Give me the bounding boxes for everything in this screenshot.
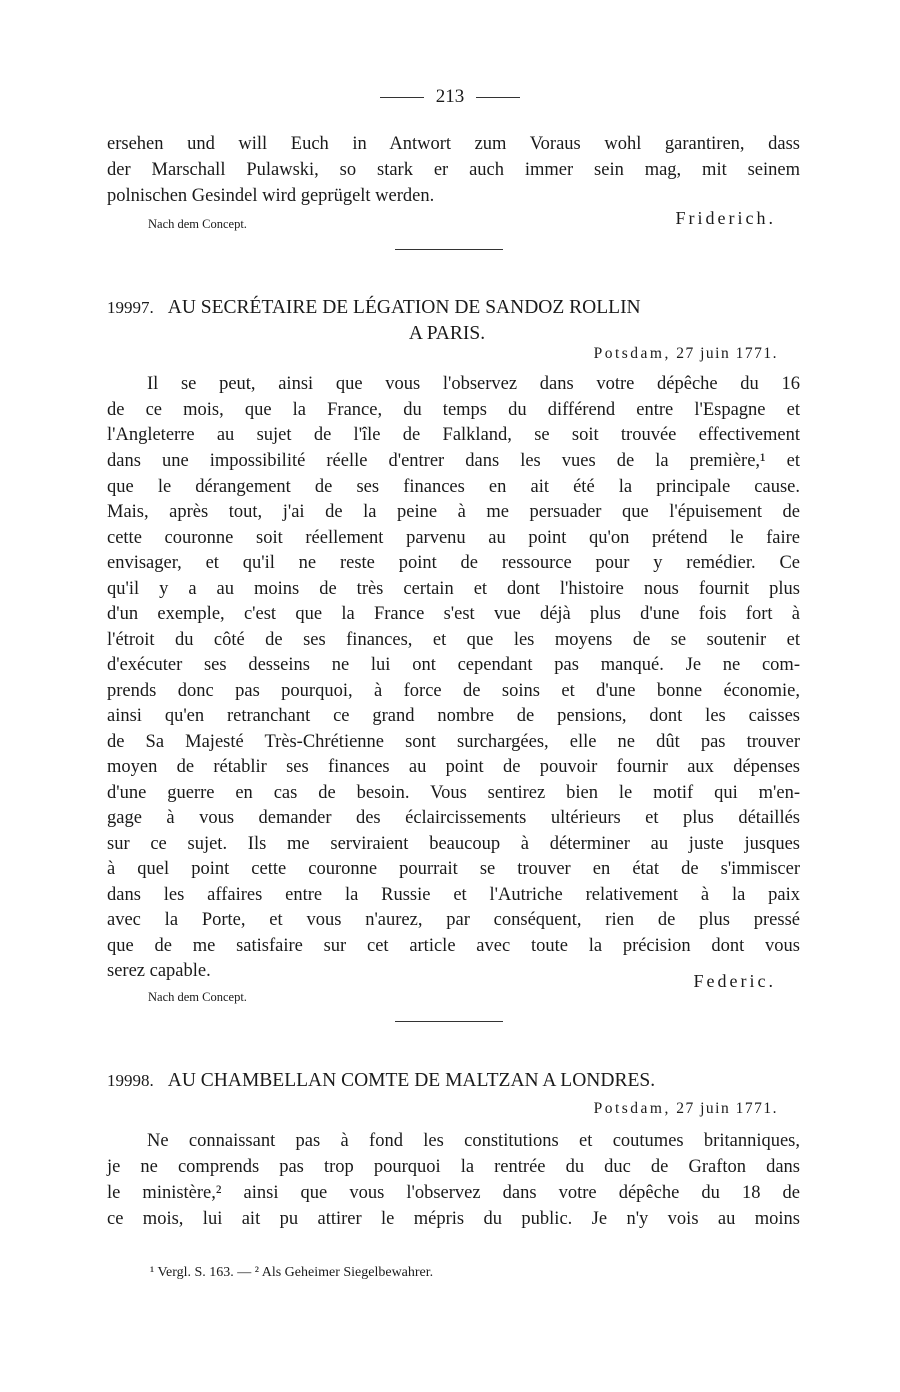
text-line: que le dérangement de ses finances en ait été la principale cause. [107,477,800,497]
section-divider [395,249,503,250]
text-line: der Marschall Pulawski, so stark er auch immer sein mag, mit seinem [107,160,800,180]
text-line: de Sa Majesté Très-Chrétienne sont surchargées, elle ne dût pas trouver [107,732,800,752]
letter-heading [107,295,800,321]
text-line: d'exécuter ses desseins ne lui ont cependant pas manqué. Je ne com- [107,655,800,675]
page-number-dash-left [380,97,424,98]
signature: Federic. [693,971,776,991]
text-line: qu'il y a au moins de très certain et dont l'histoire nous fournit plus [107,579,800,599]
section-divider [395,1021,503,1022]
text-line: ainsi qu'en retranchant ce grand nombre de pensions, dont les caisses [107,706,800,726]
letter-number: 19997. [107,298,154,317]
text-line: polnischen Gesindel wird geprügelt werden. [107,186,435,206]
source-note: Nach dem Concept. [148,217,247,231]
page-number: 213 [0,86,900,108]
text-line: que de me satisfaire sur cet article avec toute la précision dont vous [107,936,800,956]
letter-addressee: AU CHAMBELLAN COMTE DE MALTZAN A LONDRES. [167,1070,656,1091]
text-line: dans les affaires entre la Russie et l'Autriche relativement à la paix [107,885,800,905]
text-line: moyen de rétablir ses finances au point de pouvoir fournir aux dépenses [107,757,800,777]
text-line: ce mois, lui ait pu attirer le mépris du public. Je n'y vois au moins [107,1209,800,1229]
text-line: gage à vous demander des éclaircissements ultérieurs et plus détaillés [107,808,800,828]
text-line: je ne comprends pas trop pourquoi la rentrée du duc de Grafton dans [107,1157,800,1177]
letter-addressee: AU SECRÉTAIRE DE LÉGATION DE SANDOZ ROLLIN [167,297,641,318]
page-number-dash-right [476,97,520,98]
text-line: à quel point cette couronne pourrait se trouver en état de s'immiscer [107,859,800,879]
text-line: Mais, après tout, j'ai de la peine à me persuader que l'épuisement de [107,502,800,522]
text-line: Il se peut, ainsi que vous l'observez dans votre dépêche du 16 [147,374,800,394]
text-line: de ce mois, que la France, du temps du différend entre l'Espagne et [107,400,800,420]
text-line: dans une impossibilité réelle d'entrer dans les vues de la première,¹ et [107,451,800,471]
text-line: prends donc pas pourquoi, à force de soins et d'une bonne économie, [107,681,800,701]
text-line: ersehen und will Euch in Antwort zum Voraus wohl garantiren, dass [107,134,800,154]
text-line: d'une guerre en cas de besoin. Vous sentirez bien le motif qui m'en- [107,783,800,803]
dateline: Potsdam, 27 juin 1771. [593,1100,778,1117]
text-line: sur ce sujet. Ils me serviraient beaucoup à déterminer au juste jusques [107,834,800,854]
dateline: Potsdam, 27 juin 1771. [593,345,778,362]
text-line: avec la Porte, et vous n'aurez, par conséquent, rien de plus pressé [107,910,800,930]
text-line: l'étroit du côté de ses finances, et que les moyens de se soutenir et [107,630,800,650]
letter-heading [107,1068,800,1094]
text-line: cette couronne soit réellement parvenu au point qu'on prétend le faire [107,528,800,548]
text-line: serez capable. [107,961,211,981]
text-line: l'Angleterre au sujet de l'île de Falkland, se soit trouvée effectivement [107,425,800,445]
text-line: Ne connaissant pas à fond les constitutions et coutumes britanniques, [147,1131,800,1151]
footnotes: ¹ Vergl. S. 163. — ² Als Geheimer Siegelbewahrer. [150,1265,434,1280]
letter-heading-continued: A PARIS. [408,323,486,344]
text-line: envisager, et qu'il ne reste point de ressource pour y remédier. Ce [107,553,800,573]
letter-number: 19998. [107,1071,154,1090]
signature: Friderich. [675,208,776,228]
text-line: d'un exemple, c'est que la France s'est vue déjà plus d'une fois fort à [107,604,800,624]
source-note: Nach dem Concept. [148,990,247,1004]
text-line: le ministère,² ainsi que vous l'observez dans votre dépêche du 18 de [107,1183,800,1203]
